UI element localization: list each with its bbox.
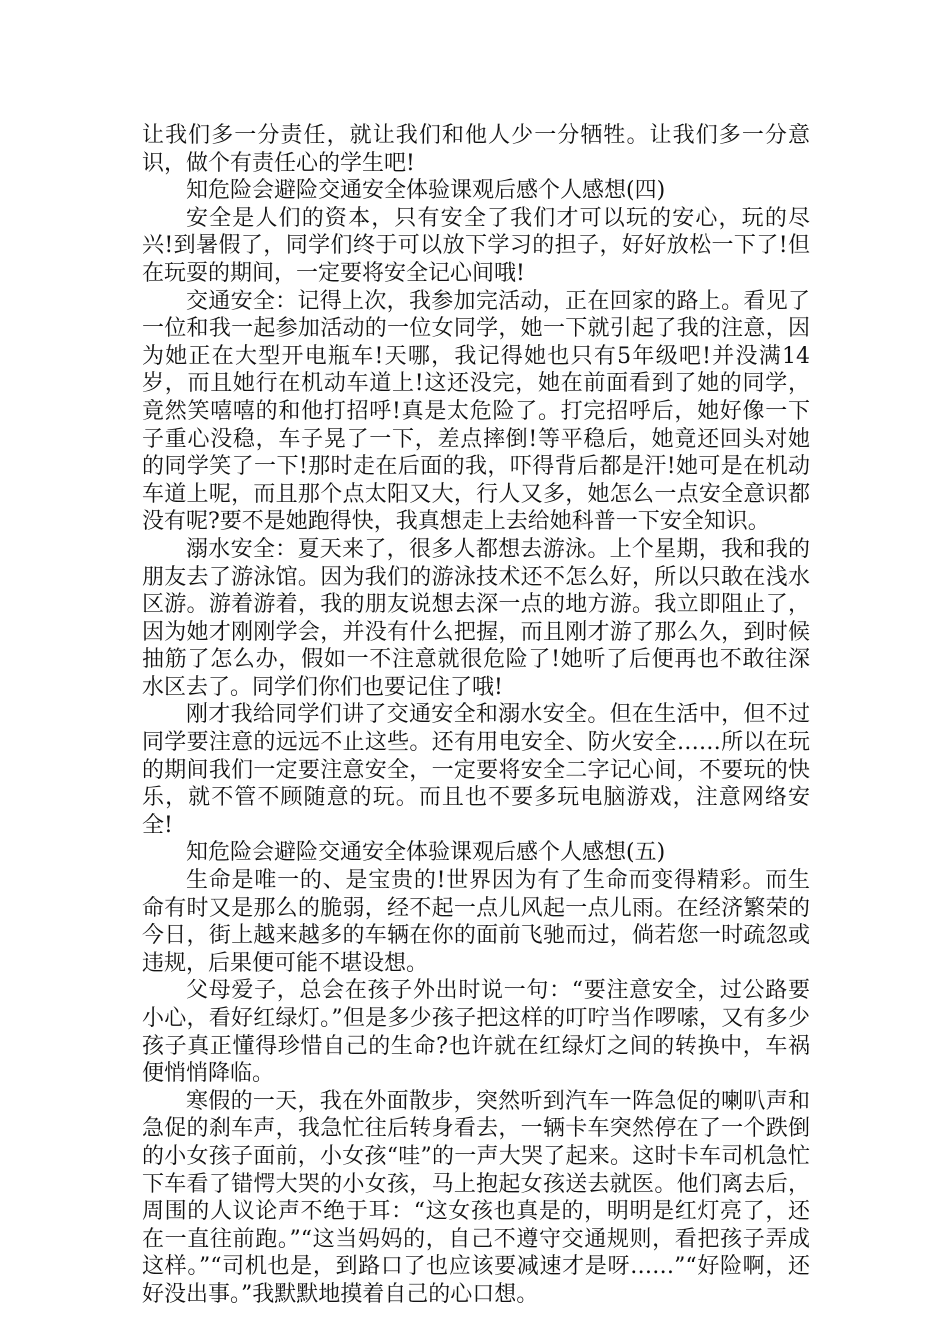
paragraph: 生命是唯一的、是宝贵的!世界因为有了生命而变得精彩。而生命有时又是那么的脆弱，经不起一点儿风起一点儿雨。在经济繁荣的今日，街上越来越多的车辆在你的面前飞驰而过，倘若您一时疏忽或违规，后果便可能不堪设想。 bbox=[142, 868, 810, 976]
paragraph: 溺水安全：夏天来了，很多人都想去游泳。上个星期，我和我的朋友去了游泳馆。因为我们的游泳技术还不怎么好，所以只敢在浅水区游。游着游着，我的朋友说想去深一点的地方游。我立即阻止了，因为她才刚刚学会，并没有什么把握，而且刚才游了那么久，到时候抽筋了怎么办，假如一不注意就很危险了!她听了后便再也不敢往深水区去了。同学们你们也要记住了哦! bbox=[142, 536, 810, 700]
section-heading: 知危险会避险交通安全体验课观后感个人感想(四) bbox=[186, 178, 666, 204]
section-heading: 知危险会避险交通安全体验课观后感个人感想(五) bbox=[186, 840, 666, 866]
paragraph: 交通安全：记得上次，我参加完活动，正在回家的路上。看见了一位和我一起参加活动的一位女同学，她一下就引起了我的注意，因为她正在大型开电瓶车!天哪，我记得她也只有5年级吧!并没满14岁，而且她行在机动车道上!这还没完，她在前面看到了她的同学，竟然笑嘻嘻的和他打招呼!真是太危险了。打完招呼后，她好像一下子重心没稳，车子晃了一下，差点摔倒!等平稳后，她竟还回头对她的同学笑了一下!那时走在后面的我，吓得背后都是汗!她可是在机动车道上呢，而且那个点太阳又大，行人又多，她怎么一点安全意识都没有呢?要不是她跑得快，我真想走上去给她科普一下安全知识。 bbox=[142, 288, 810, 535]
paragraph: 父母爱子，总会在孩子外出时说一句：“要注意安全，过公路要小心，看好红绿灯。”但是多少孩子把这样的叮咛当作啰嗦，又有多少孩子真正懂得珍惜自己的生命?也许就在红绿灯之间的转换中，车祸便悄悄降临。 bbox=[142, 978, 810, 1087]
paragraph: 刚才我给同学们讲了交通安全和溺水安全。但在生活中，但不过同学要注意的远远不止这些。还有用电安全、防火安全……所以在玩的期间我们一定要注意安全，一定要将安全二字记心间，不要玩的快乐，就不管不顾随意的玩。而且也不要多玩电脑游戏，注意网络安全! bbox=[142, 702, 810, 838]
paragraph: 让我们多一分责任，就让我们和他人少一分牺牲。让我们多一分意识，做个有责任心的学生吧! bbox=[142, 123, 810, 176]
paragraph: 安全是人们的资本，只有安全了我们才可以玩的安心，玩的尽兴!到暑假了，同学们终于可以放下学习的担子，好好放松一下了!但在玩耍的期间，一定要将安全记心间哦! bbox=[142, 205, 810, 286]
paragraph: 寒假的一天，我在外面散步，突然听到汽车一阵急促的喇叭声和急促的刹车声，我急忙往后转身看去，一辆卡车突然停在了一个跌倒的小女孩子面前，小女孩“哇”的一声大哭了起来。这时卡车司机急忙下车看了错愕大哭的小女孩，马上抱起女孩送去就医。他们离去后，周围的人议论声不绝于耳：“这女孩也真是的，明明是红灯亮了，还在一直往前跑。”“这当妈妈的，自己不遵守交通规则，看把孩子弄成这样。”“司机也是，到路口了也应该要减速才是呀……”“好险啊，还好没出事。”我默默地摸着自己的心口想。 bbox=[142, 1088, 810, 1307]
document-body bbox=[142, 122, 810, 1309]
